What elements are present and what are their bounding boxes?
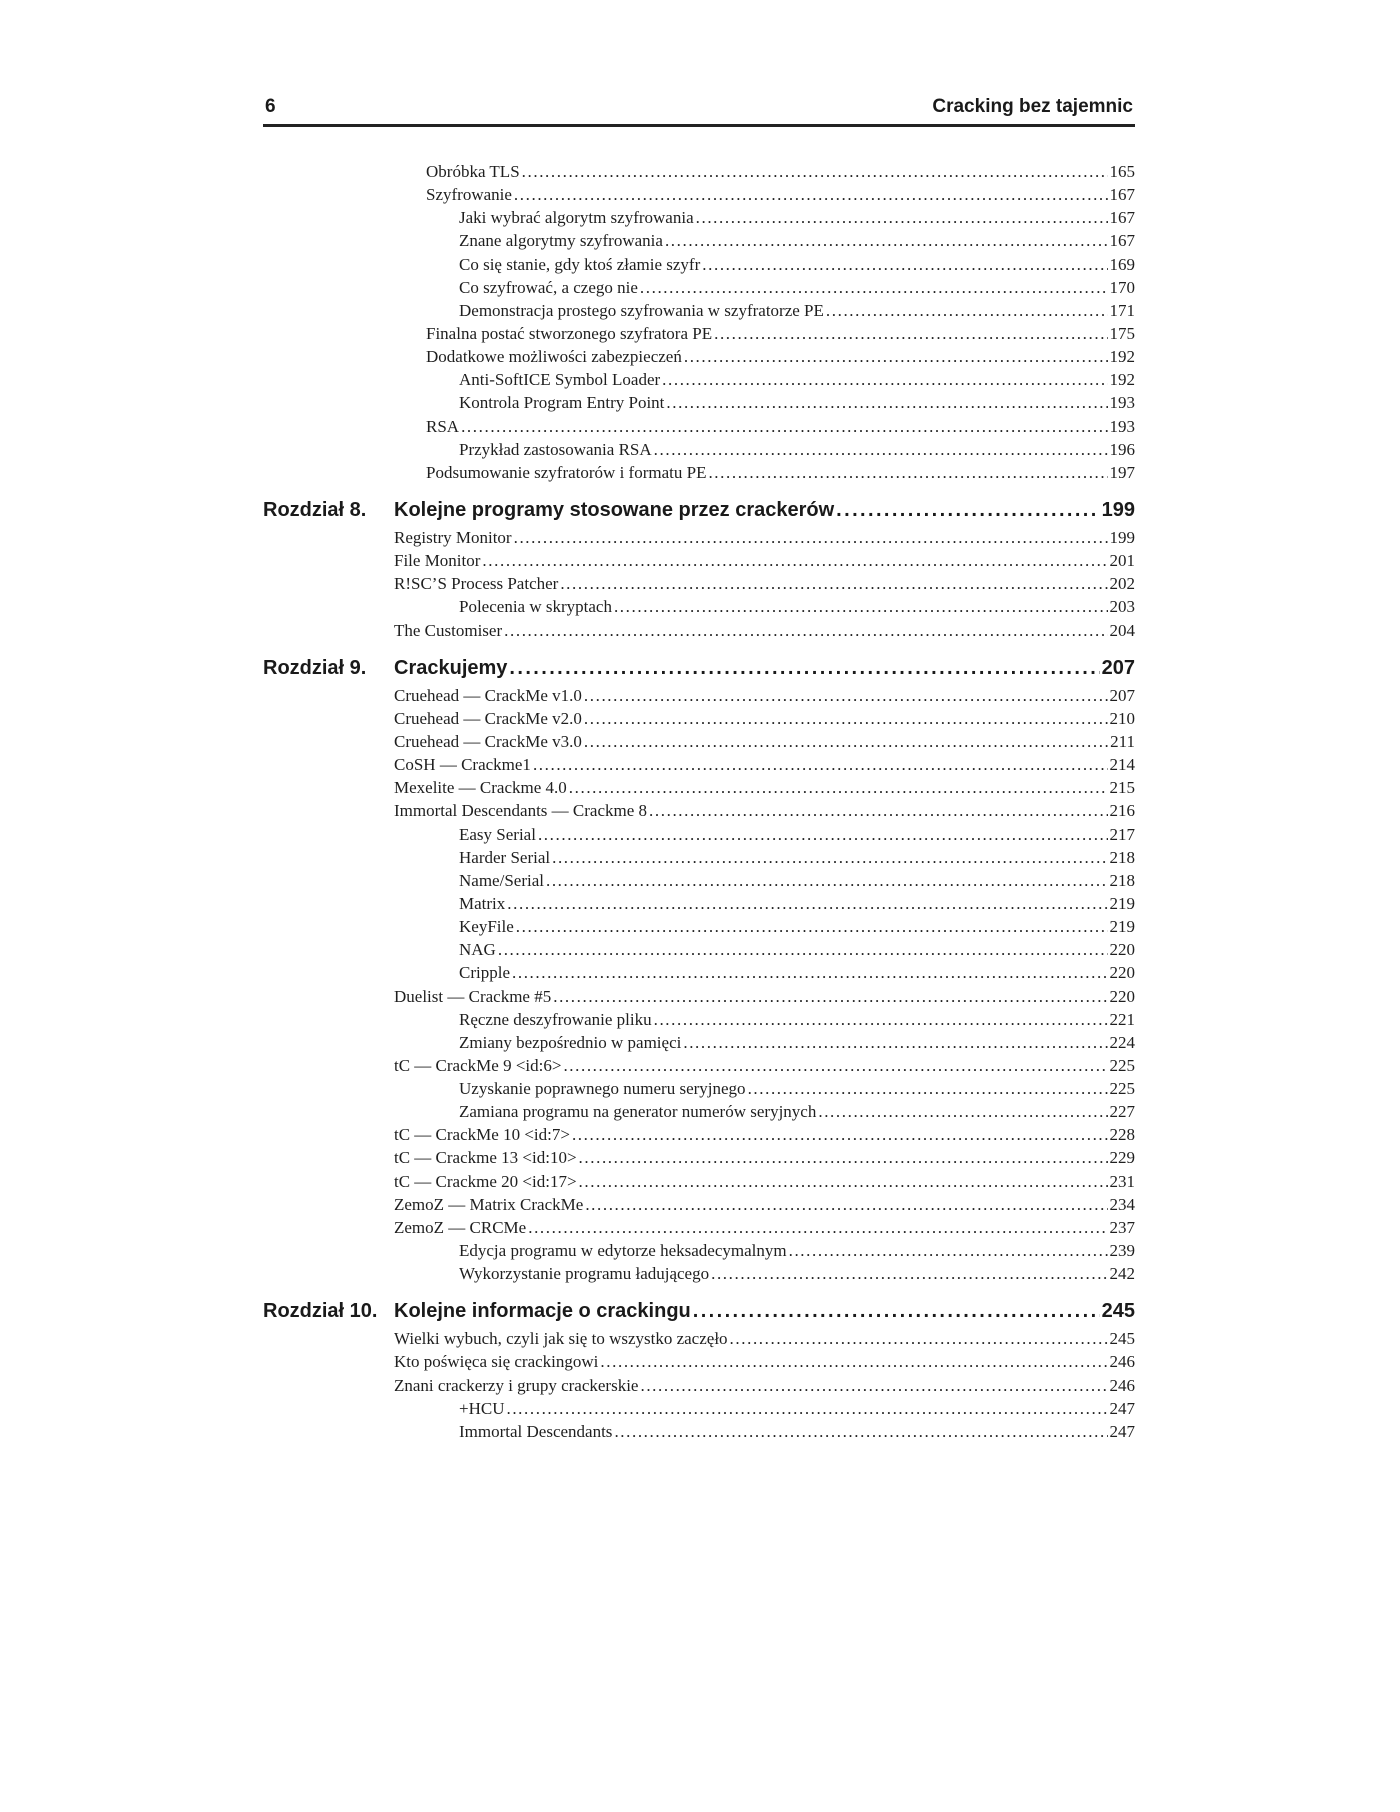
dot-leader: [836, 499, 1099, 522]
dot-leader: [684, 347, 1108, 367]
dot-leader: [504, 621, 1107, 641]
dot-leader: [546, 871, 1108, 891]
dot-leader: [662, 370, 1107, 390]
toc-entry[interactable]: [0, 894, 1400, 917]
toc-entry-page: 203: [1109, 597, 1135, 617]
toc-entry-row: [394, 621, 1135, 641]
toc-entry-page: 216: [1109, 801, 1135, 821]
toc-entry-title: ZemoZ — CRCMe: [394, 1217, 527, 1237]
chapter-page-number: 207: [1101, 656, 1135, 679]
toc-entry-title: Cripple: [459, 963, 510, 983]
toc-entry-page: 218: [1109, 847, 1135, 867]
toc-entry-page: 165: [1109, 162, 1135, 181]
toc-entry-page: 220: [1109, 963, 1135, 983]
toc-entry[interactable]: [0, 463, 1400, 486]
toc-entry-row: [459, 1399, 1135, 1419]
chapter-label: Rozdział 10.: [263, 1300, 378, 1323]
toc-entry-page: 193: [1109, 393, 1135, 413]
chapter-title-row: [394, 499, 1135, 522]
toc-entry-row: [459, 825, 1135, 845]
dot-leader: [584, 686, 1108, 706]
toc-entry-page: 167: [1109, 185, 1135, 205]
toc-entry-page: 246: [1109, 1352, 1135, 1372]
toc-entry-title: R!SC’S Process Patcher: [394, 574, 559, 594]
chapter-heading[interactable]: [0, 657, 1400, 686]
toc-entry-row: [394, 1125, 1135, 1145]
toc-entry-title: tC — Crackme 13 <id:10>: [394, 1148, 577, 1168]
toc-entry-row: [459, 1422, 1135, 1442]
toc-entry-row: [426, 162, 1135, 182]
dot-leader: [711, 1264, 1107, 1284]
toc-entry[interactable]: [0, 162, 1400, 185]
toc-entry-row: [394, 1195, 1135, 1215]
book-title: Cracking bez tajemnic: [932, 96, 1133, 117]
toc-entry-title: Duelist — Crackme #5: [394, 986, 552, 1006]
toc-entry-row: [394, 686, 1135, 706]
toc-entry-title: Kto poświęca się crackingowi: [394, 1352, 599, 1372]
toc-entry-row: [459, 278, 1135, 298]
toc-entry-page: 175: [1109, 323, 1135, 343]
chapter-page-number: 199: [1101, 498, 1135, 521]
toc-entry-row: [459, 255, 1135, 275]
toc-entry[interactable]: [0, 801, 1400, 824]
toc-entry-page: 220: [1109, 986, 1135, 1006]
dot-leader: [584, 732, 1108, 752]
toc-entry[interactable]: [0, 1010, 1400, 1033]
toc-entry-title: Polecenia w skryptach: [459, 597, 612, 617]
toc-entry-row: [459, 1264, 1135, 1284]
dot-leader: [818, 1102, 1107, 1122]
dot-leader: [600, 1352, 1107, 1372]
toc-entry-title: ZemoZ — Matrix CrackMe: [394, 1194, 584, 1214]
toc-entry-row: [459, 1102, 1135, 1122]
toc-entry[interactable]: [0, 1264, 1400, 1287]
chapter-title-row: [394, 1300, 1135, 1323]
toc-entry-row: [459, 894, 1135, 914]
toc-entry-page: 196: [1109, 439, 1135, 459]
toc-entry-row: [459, 1033, 1135, 1053]
toc-entry-row: [459, 871, 1135, 891]
toc-entry-title: Harder Serial: [459, 847, 551, 867]
toc-entry-page: 242: [1109, 1264, 1135, 1284]
dot-leader: [553, 987, 1107, 1007]
toc-entry-page: 199: [1109, 527, 1135, 547]
dot-leader: [708, 463, 1107, 483]
dot-leader: [640, 278, 1108, 298]
dot-leader: [533, 755, 1108, 775]
toc-entry-title: Znane algorytmy szyfrowania: [459, 231, 663, 251]
toc-entry-row: [394, 1148, 1135, 1168]
toc-entry[interactable]: [0, 1102, 1400, 1125]
toc-entry[interactable]: [0, 778, 1400, 801]
toc-entry-row: [394, 574, 1135, 594]
toc-entry-page: 214: [1109, 755, 1135, 775]
toc-entry[interactable]: [0, 1033, 1400, 1056]
toc-entry-title: +HCU: [459, 1398, 505, 1418]
toc-entry-page: 239: [1109, 1241, 1135, 1261]
chapter-title: Kolejne programy stosowane przez crackerów: [394, 498, 835, 521]
toc-entry[interactable]: [0, 347, 1400, 370]
toc-entry[interactable]: [0, 963, 1400, 986]
toc-entry-page: 217: [1109, 824, 1135, 844]
dot-leader: [579, 1148, 1108, 1168]
dot-leader: [649, 801, 1107, 821]
toc-entry[interactable]: [0, 1148, 1400, 1171]
toc-entry-row: [426, 463, 1135, 483]
toc-entry-row: [459, 231, 1135, 251]
dot-leader: [585, 1195, 1107, 1215]
toc-entry[interactable]: [0, 301, 1400, 324]
dot-leader: [614, 1422, 1107, 1442]
toc-entry-row: [426, 324, 1135, 344]
toc-entry[interactable]: [0, 1376, 1400, 1399]
dot-leader: [514, 185, 1108, 205]
toc-entry-page: 237: [1109, 1217, 1135, 1237]
toc-entry-row: [426, 347, 1135, 367]
chapter-title-row: [394, 657, 1135, 680]
toc-entry-page: 210: [1109, 708, 1135, 728]
toc-entry-row: [459, 963, 1135, 983]
toc-entry[interactable]: [0, 825, 1400, 848]
toc-entry[interactable]: [0, 597, 1400, 620]
toc-entry-title: Podsumowanie szyfratorów i formatu PE: [426, 462, 707, 482]
toc-entry-row: [459, 370, 1135, 390]
toc-entry[interactable]: [0, 393, 1400, 416]
toc-entry-title: Immortal Descendants — Crackme 8: [394, 801, 648, 821]
toc-entry-page: 211: [1110, 731, 1135, 751]
dot-leader: [748, 1079, 1108, 1099]
toc-entry[interactable]: [0, 551, 1400, 574]
toc-entry-row: [459, 1079, 1135, 1099]
toc-entry-title: CoSH — Crackme1: [394, 755, 531, 775]
toc-entry-title: tC — Crackme 20 <id:17>: [394, 1171, 577, 1191]
toc-entry-page: 219: [1109, 893, 1135, 913]
dot-leader: [584, 709, 1108, 729]
dot-leader: [665, 231, 1108, 251]
toc-entry-page: 202: [1109, 574, 1135, 594]
dot-leader: [640, 1376, 1107, 1396]
toc-entry-row: [426, 185, 1135, 205]
dot-leader: [569, 778, 1108, 798]
toc-entry-title: Przykład zastosowania RSA: [459, 439, 652, 459]
toc-entry-page: 193: [1109, 416, 1135, 436]
toc-entry-title: The Customiser: [394, 620, 503, 640]
toc-entry-title: Ręczne deszyfrowanie pliku: [459, 1009, 652, 1029]
toc-entry[interactable]: [0, 324, 1400, 347]
dot-leader: [693, 1300, 1100, 1323]
toc-entry[interactable]: [0, 185, 1400, 208]
toc-entry[interactable]: [0, 686, 1400, 709]
dot-leader: [560, 574, 1107, 594]
dot-leader: [683, 1033, 1107, 1053]
toc-entry[interactable]: [0, 1329, 1400, 1352]
dot-leader: [666, 393, 1107, 413]
toc-entry-page: 234: [1109, 1194, 1135, 1214]
dot-leader: [696, 208, 1108, 228]
toc-entry-page: 225: [1109, 1055, 1135, 1075]
toc-entry-title: File Monitor: [394, 551, 481, 571]
toc-entry[interactable]: [0, 1172, 1400, 1195]
toc-entry[interactable]: [0, 278, 1400, 301]
toc-entry[interactable]: [0, 732, 1400, 755]
toc-entry-title: Easy Serial: [459, 824, 536, 844]
dot-leader: [528, 1218, 1107, 1238]
dot-leader: [654, 440, 1108, 460]
toc-entry-title: Cruehead — CrackMe v1.0: [394, 685, 582, 705]
toc-entry-row: [459, 1241, 1135, 1261]
toc-entry-row: [394, 732, 1135, 752]
toc-entry-title: Mexelite — Crackme 4.0: [394, 778, 567, 798]
toc-entry[interactable]: [0, 871, 1400, 894]
toc-entry-row: [459, 301, 1135, 321]
dot-leader: [538, 825, 1108, 845]
dot-leader: [512, 963, 1108, 983]
dot-leader: [730, 1329, 1108, 1349]
toc-entry[interactable]: [0, 1056, 1400, 1079]
dot-leader: [461, 417, 1107, 437]
toc-entry-title: Demonstracja prostego szyfrowania w szyfratorze PE: [459, 300, 824, 320]
toc-entry-row: [394, 755, 1135, 775]
toc-entry-page: 224: [1109, 1032, 1135, 1052]
toc-entry-title: NAG: [459, 940, 496, 960]
toc-entry-title: Registry Monitor: [394, 527, 512, 547]
toc-entry[interactable]: [0, 1218, 1400, 1241]
toc-entry-row: [394, 709, 1135, 729]
chapter-title: Crackujemy: [394, 656, 508, 679]
toc-entry-title: Edycja programu w edytorze heksadecymalnym: [459, 1241, 787, 1261]
toc-entry-title: RSA: [426, 416, 460, 436]
toc-entry[interactable]: [0, 574, 1400, 597]
toc-entry-row: [459, 393, 1135, 413]
toc-entry-page: 167: [1109, 231, 1135, 251]
toc-entry-page: 215: [1109, 778, 1135, 798]
toc-entry-title: Zmiany bezpośrednio w pamięci: [459, 1032, 682, 1052]
header-rule: [263, 124, 1135, 127]
toc-entry[interactable]: [0, 417, 1400, 440]
dot-leader: [614, 597, 1108, 617]
table-of-contents: [0, 162, 1400, 1445]
toc-entry[interactable]: [0, 621, 1400, 644]
toc-entry-title: Co szyfrować, a czego nie: [459, 277, 638, 297]
toc-entry[interactable]: [0, 440, 1400, 463]
toc-entry[interactable]: [0, 1241, 1400, 1264]
toc-entry-page: 231: [1109, 1171, 1135, 1191]
toc-entry-title: Co się stanie, gdy ktoś złamie szyfr: [459, 254, 701, 274]
dot-leader: [702, 255, 1107, 275]
toc-entry-page: 201: [1109, 551, 1135, 571]
toc-entry-title: Obróbka TLS: [426, 162, 520, 181]
toc-entry-page: 192: [1109, 370, 1135, 390]
toc-entry[interactable]: [0, 987, 1400, 1010]
toc-entry-row: [394, 551, 1135, 571]
toc-entry[interactable]: [0, 208, 1400, 231]
dot-leader: [826, 301, 1108, 321]
toc-entry-title: Cruehead — CrackMe v2.0: [394, 708, 582, 728]
dot-leader: [516, 917, 1108, 937]
toc-entry-row: [394, 1329, 1135, 1349]
chapter-label: Rozdział 8.: [263, 498, 367, 521]
toc-entry-row: [459, 440, 1135, 460]
toc-entry[interactable]: [0, 848, 1400, 871]
dot-leader: [552, 848, 1107, 868]
toc-entry-row: [394, 1172, 1135, 1192]
toc-entry-row: [459, 597, 1135, 617]
toc-entry-title: tC — CrackMe 10 <id:7>: [394, 1125, 570, 1145]
toc-entry-page: 220: [1109, 940, 1135, 960]
chapter-spacing: [0, 1287, 1400, 1297]
toc-entry-page: 207: [1109, 685, 1135, 705]
toc-entry-title: Kontrola Program Entry Point: [459, 393, 665, 413]
running-header: [263, 96, 1135, 126]
toc-entry[interactable]: [0, 1079, 1400, 1102]
toc-entry-page: 167: [1109, 208, 1135, 228]
dot-leader: [522, 162, 1108, 182]
toc-entry-title: tC — CrackMe 9 <id:6>: [394, 1055, 562, 1075]
dot-leader: [579, 1172, 1108, 1192]
toc-entry-title: Szyfrowanie: [426, 185, 512, 205]
toc-entry-page: 169: [1109, 254, 1135, 274]
dot-leader: [563, 1056, 1107, 1076]
toc-entry-row: [459, 848, 1135, 868]
toc-entry[interactable]: [0, 917, 1400, 940]
toc-entry-title: Jaki wybrać algorytm szyfrowania: [459, 208, 694, 228]
dot-leader: [514, 528, 1108, 548]
toc-entry-page: 204: [1109, 620, 1135, 640]
toc-entry-row: [426, 417, 1135, 437]
toc-entry[interactable]: [0, 1352, 1400, 1375]
toc-entry[interactable]: [0, 255, 1400, 278]
chapter-title: Kolejne informacje o crackingu: [394, 1300, 691, 1323]
toc-entry-page: 229: [1109, 1148, 1135, 1168]
dot-leader: [482, 551, 1107, 571]
toc-entry-row: [459, 208, 1135, 228]
dot-leader: [509, 657, 1099, 680]
dot-leader: [498, 940, 1108, 960]
toc-entry-row: [394, 1056, 1135, 1076]
toc-entry-page: 218: [1109, 870, 1135, 890]
chapter-spacing: [0, 486, 1400, 496]
toc-entry[interactable]: [0, 709, 1400, 732]
toc-entry[interactable]: [0, 231, 1400, 254]
toc-entry-row: [394, 1376, 1135, 1396]
toc-entry-page: 225: [1109, 1079, 1135, 1099]
toc-entry-title: Zamiana programu na generator numerów seryjnych: [459, 1102, 817, 1122]
toc-entry-title: Anti-SoftICE Symbol Loader: [459, 370, 661, 390]
toc-entry-title: Immortal Descendants: [459, 1421, 613, 1441]
dot-leader: [714, 324, 1107, 344]
toc-entry-title: Wielki wybuch, czyli jak się to wszystko zaczęło: [394, 1329, 728, 1349]
toc-entry-page: 197: [1109, 462, 1135, 482]
chapter-spacing: [0, 644, 1400, 654]
toc-entry-title: Uzyskanie poprawnego numeru seryjnego: [459, 1079, 746, 1099]
toc-entry-row: [394, 801, 1135, 821]
toc-entry-page: 228: [1109, 1125, 1135, 1145]
toc-entry-row: [459, 1010, 1135, 1030]
toc-entry-page: 245: [1109, 1329, 1135, 1349]
toc-entry-page: 221: [1109, 1009, 1135, 1029]
toc-entry-row: [394, 1218, 1135, 1238]
toc-entry[interactable]: [0, 528, 1400, 551]
toc-entry-title: Znani crackerzy i grupy crackerskie: [394, 1375, 639, 1395]
toc-entry-page: 227: [1109, 1102, 1135, 1122]
dot-leader: [506, 1399, 1107, 1419]
toc-entry-title: Cruehead — CrackMe v3.0: [394, 731, 582, 751]
dot-leader: [572, 1125, 1108, 1145]
toc-entry-page: 219: [1109, 917, 1135, 937]
toc-entry-row: [394, 1352, 1135, 1372]
toc-entry-row: [394, 987, 1135, 1007]
toc-entry[interactable]: [0, 1125, 1400, 1148]
toc-entry-title: Finalna postać stworzonego szyfratora PE: [426, 323, 713, 343]
dot-leader: [507, 894, 1107, 914]
toc-entry[interactable]: [0, 1195, 1400, 1218]
toc-entry-title: KeyFile: [459, 917, 514, 937]
toc-entry[interactable]: [0, 1399, 1400, 1422]
toc-entry-page: 247: [1109, 1421, 1135, 1441]
toc-entry-row: [394, 778, 1135, 798]
chapter-page-number: 245: [1101, 1300, 1135, 1323]
toc-entry[interactable]: [0, 1422, 1400, 1445]
toc-entry-page: 171: [1109, 300, 1135, 320]
toc-entry-row: [459, 917, 1135, 937]
toc-entry-title: Matrix: [459, 893, 506, 913]
toc-entry-row: [394, 528, 1135, 548]
toc-entry[interactable]: [0, 940, 1400, 963]
toc-entry-title: Name/Serial: [459, 870, 544, 890]
toc-entry-title: Dodatkowe możliwości zabezpieczeń: [426, 347, 682, 367]
toc-entry-page: 247: [1109, 1398, 1135, 1418]
toc-entry-page: 170: [1109, 277, 1135, 297]
toc-entry[interactable]: [0, 755, 1400, 778]
toc-entry-title: Wykorzystanie programu ładującego: [459, 1264, 710, 1284]
dot-leader: [654, 1010, 1108, 1030]
toc-entry[interactable]: [0, 370, 1400, 393]
page-number: 6: [265, 96, 276, 117]
chapter-heading[interactable]: [0, 499, 1400, 528]
toc-entry-page: 246: [1109, 1375, 1135, 1395]
chapter-label: Rozdział 9.: [263, 656, 367, 679]
toc-entry-row: [459, 940, 1135, 960]
toc-entry-page: 192: [1109, 347, 1135, 367]
dot-leader: [789, 1241, 1108, 1261]
chapter-heading[interactable]: [0, 1300, 1400, 1329]
